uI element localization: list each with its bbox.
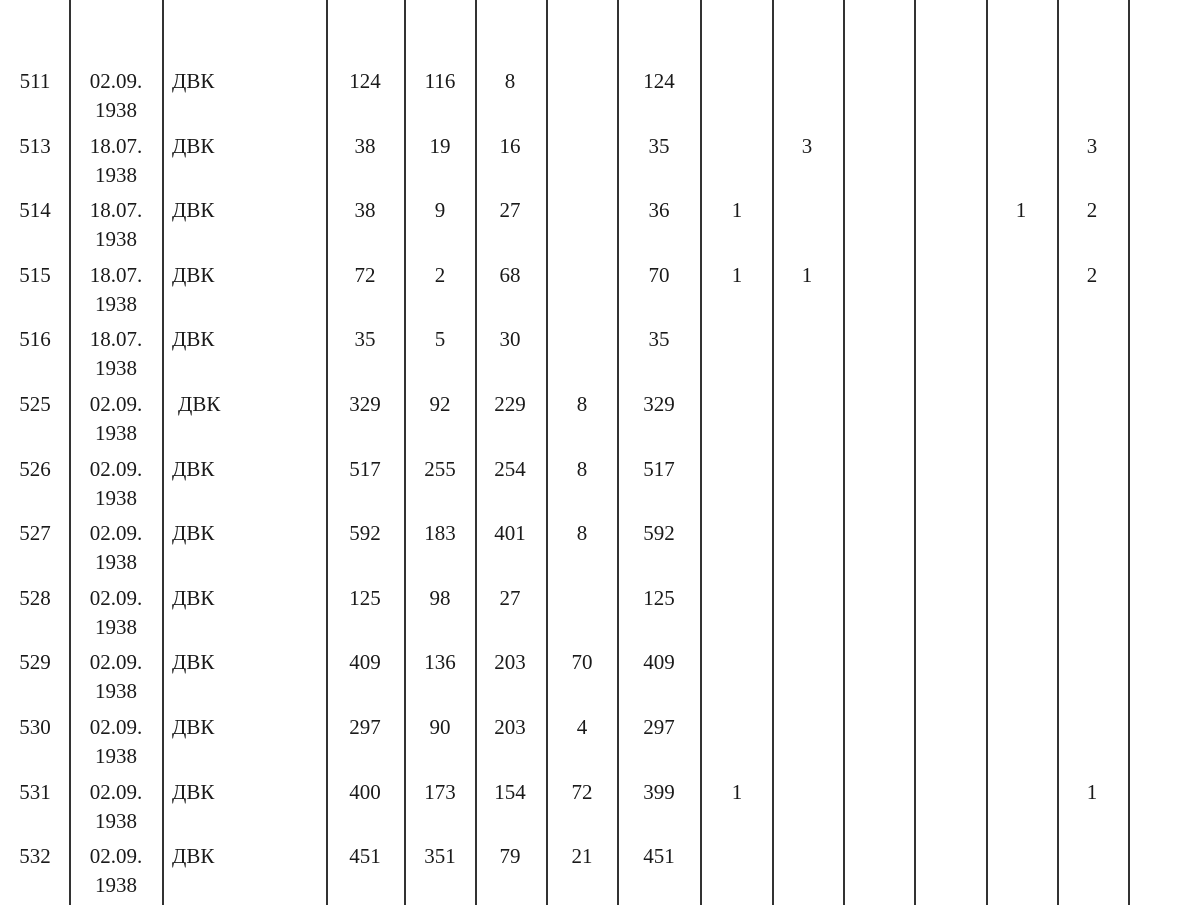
cell-c7: 1	[801, 262, 813, 287]
cell-c5: 35	[648, 133, 670, 158]
cell-c1: 451	[349, 844, 381, 869]
cell-c1: 38	[354, 133, 376, 158]
cell-c3: 203	[494, 715, 526, 739]
cell-c11: 1	[1086, 779, 1098, 804]
cell-c3: 229	[494, 392, 526, 416]
cell-c6: 1	[731, 262, 743, 287]
cell-c2: 173	[424, 779, 456, 804]
cell-c3: 401	[494, 521, 526, 546]
cell-no: 528	[19, 585, 51, 610]
cell-c3: 16	[499, 133, 521, 158]
table-row	[0, 325, 1200, 390]
cell-c3: 68	[499, 262, 521, 287]
cell-c2: 351	[424, 844, 456, 869]
cell-c2: 2	[434, 262, 446, 287]
cell-date-line1: 02.09.	[89, 69, 143, 93]
cell-date-line2: 1938	[95, 162, 137, 187]
cell-c5: 451	[643, 844, 675, 869]
table-row	[0, 67, 1200, 132]
cell-c3: 8	[504, 69, 516, 93]
cell-c5: 70	[648, 262, 670, 287]
cell-c1: 400	[349, 779, 381, 804]
cell-date-line1: 02.09.	[89, 456, 143, 481]
cell-c5: 592	[643, 521, 675, 546]
cell-date-line1: 02.09.	[89, 585, 143, 610]
cell-no: 514	[19, 198, 51, 223]
cell-c1: 72	[354, 262, 376, 287]
cell-c4: 8	[576, 456, 588, 481]
cell-c1: 35	[354, 327, 376, 352]
cell-c3: 30	[499, 327, 521, 352]
cell-c3: 254	[494, 456, 526, 481]
table-row	[0, 584, 1200, 649]
cell-date-line1: 18.07.	[89, 133, 143, 158]
cell-c3: 79	[499, 844, 521, 869]
cell-c2: 116	[424, 69, 456, 93]
table-row	[0, 648, 1200, 713]
table-row	[0, 778, 1200, 843]
cell-no: 516	[19, 327, 51, 352]
cell-c2: 98	[429, 585, 451, 610]
cell-date-line1: 02.09.	[89, 844, 143, 869]
cell-c2: 136	[424, 650, 456, 675]
cell-no: 511	[19, 69, 51, 93]
cell-date-line1: 02.09.	[89, 779, 143, 804]
cell-c6: 1	[731, 779, 743, 804]
cell-org: ДВК	[172, 715, 215, 739]
table-row	[0, 261, 1200, 326]
cell-c11: 2	[1086, 198, 1098, 223]
cell-c3: 27	[499, 585, 521, 610]
cell-c4: 21	[571, 844, 593, 869]
cell-no: 529	[19, 650, 51, 675]
cell-c5: 409	[643, 650, 675, 675]
cell-org: ДВК	[172, 521, 215, 546]
cell-c2: 5	[434, 327, 446, 352]
cell-date-line1: 02.09.	[89, 392, 143, 416]
cell-c3: 203	[494, 650, 526, 675]
cell-c11: 2	[1086, 262, 1098, 287]
cell-no: 513	[19, 133, 51, 158]
cell-c1: 329	[349, 392, 381, 416]
cell-org: ДВК	[172, 650, 215, 675]
cell-c5: 125	[643, 585, 675, 610]
table-row	[0, 713, 1200, 778]
cell-org: ДВК	[172, 262, 215, 287]
cell-org: ДВК	[172, 585, 215, 610]
cell-c4: 8	[576, 392, 588, 416]
cell-no: 530	[19, 715, 51, 739]
cell-date-line1: 18.07.	[89, 262, 143, 287]
cell-c4: 72	[571, 779, 593, 804]
cell-org: ДВК	[172, 133, 215, 158]
cell-c11: 3	[1086, 133, 1098, 158]
cell-date-line2: 1938	[95, 744, 137, 768]
table-row	[0, 390, 1200, 455]
table-row	[0, 132, 1200, 197]
cell-date-line2: 1938	[95, 356, 137, 381]
cell-c1: 297	[349, 715, 381, 739]
cell-org: ДВК	[178, 392, 221, 416]
cell-c1: 517	[349, 456, 381, 481]
cell-no: 532	[19, 844, 51, 869]
cell-no: 525	[19, 392, 51, 416]
cell-date-line2: 1938	[95, 679, 137, 704]
cell-no: 531	[19, 779, 51, 804]
cell-c5: 297	[643, 715, 675, 739]
table-row	[0, 455, 1200, 520]
cell-date-line2: 1938	[95, 227, 137, 252]
cell-date-line1: 18.07.	[89, 327, 143, 352]
cell-org: ДВК	[172, 198, 215, 223]
cell-c1: 409	[349, 650, 381, 675]
cell-c1: 124	[349, 69, 381, 93]
cell-c4: 4	[576, 715, 588, 739]
cell-date-line2: 1938	[95, 808, 137, 833]
cell-date-line2: 1938	[95, 485, 137, 510]
cell-c5: 399	[643, 779, 675, 804]
cell-c2: 255	[424, 456, 456, 481]
cell-c5: 36	[648, 198, 670, 223]
cell-org: ДВК	[172, 779, 215, 804]
cell-c6: 1	[731, 198, 743, 223]
cell-c2: 183	[424, 521, 456, 546]
cell-c2: 90	[429, 715, 451, 739]
cell-no: 515	[19, 262, 51, 287]
cell-date-line2: 1938	[95, 550, 137, 575]
cell-c1: 592	[349, 521, 381, 546]
cell-c1: 125	[349, 585, 381, 610]
table-row	[0, 196, 1200, 261]
cell-c5: 517	[643, 456, 675, 481]
cell-date-line2: 1938	[95, 421, 137, 445]
cell-date-line2: 1938	[95, 614, 137, 639]
cell-org: ДВК	[172, 456, 215, 481]
cell-c1: 38	[354, 198, 376, 223]
cell-c5: 329	[643, 392, 675, 416]
cell-c2: 92	[429, 392, 451, 416]
cell-date-line1: 02.09.	[89, 715, 143, 739]
cell-org: ДВК	[172, 844, 215, 869]
cell-no: 526	[19, 456, 51, 481]
cell-c10: 1	[1015, 198, 1027, 223]
cell-no: 527	[19, 521, 51, 546]
cell-date-line2: 1938	[95, 98, 137, 122]
cell-date-line2: 1938	[95, 291, 137, 316]
cell-c2: 19	[429, 133, 451, 158]
cell-c4: 8	[576, 521, 588, 546]
cell-c4: 70	[571, 650, 593, 675]
cell-org: ДВК	[172, 69, 215, 93]
cell-c5: 35	[648, 327, 670, 352]
cell-date-line1: 18.07.	[89, 198, 143, 223]
cell-c3: 27	[499, 198, 521, 223]
cell-date-line2: 1938	[95, 873, 137, 898]
cell-c2: 9	[434, 198, 446, 223]
table-row	[0, 842, 1200, 907]
cell-c3: 154	[494, 779, 526, 804]
cell-date-line1: 02.09.	[89, 650, 143, 675]
cell-c7: 3	[801, 133, 813, 158]
cell-date-line1: 02.09.	[89, 521, 143, 546]
table-row	[0, 519, 1200, 584]
cell-org: ДВК	[172, 327, 215, 352]
cell-c5: 124	[643, 69, 675, 93]
